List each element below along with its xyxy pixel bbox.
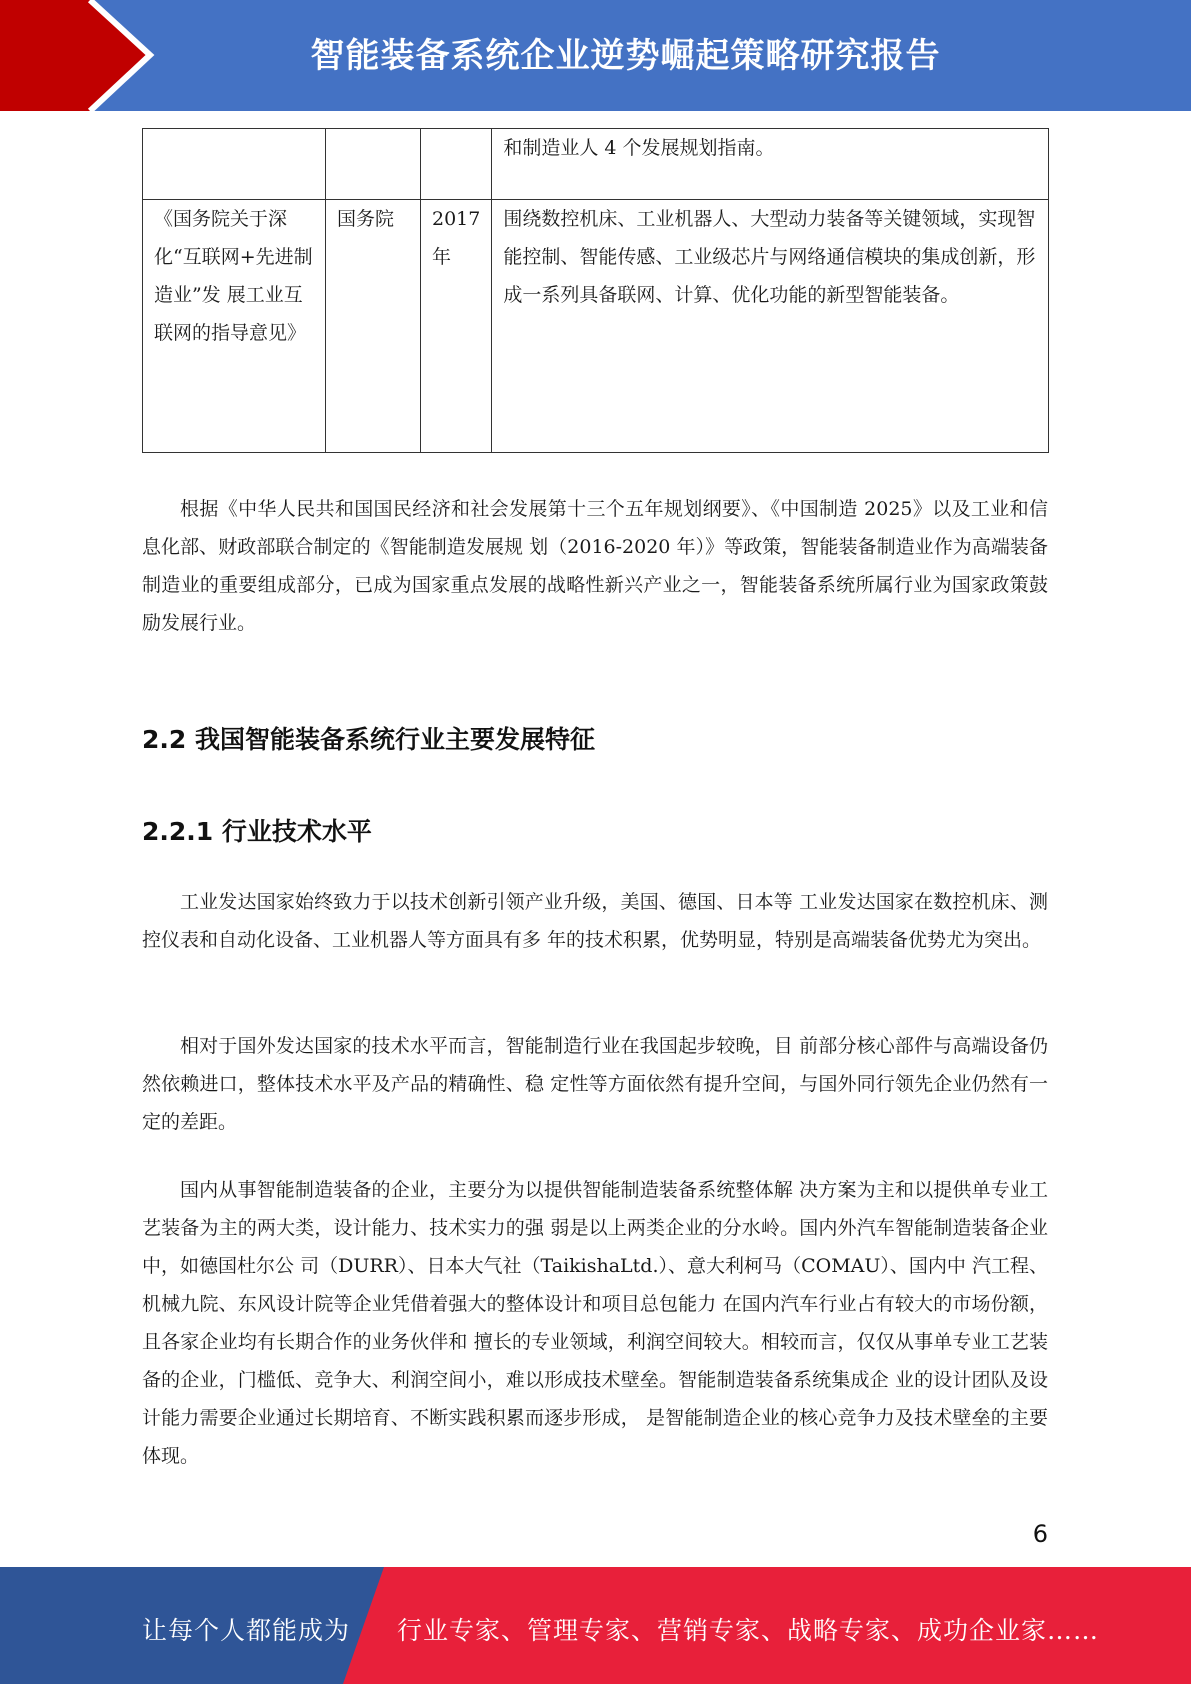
subsection-heading: 2.2.1 行业技术水平 <box>142 817 372 846</box>
body-paragraph: 根据《中华人民共和国国民经济和社会发展第十三个五年规划纲要》、《中国制造 2025》以及工业和信息化部、财政部联合制定的《智能制造发展规 划（2016-2020 年）》等政策，智能装备制造业作为高端装备制造业的重要组成部分，已成为国家重点发展的战略性新兴产业之一，智能装备系统所属行业为国家政策鼓励发展行业。 <box>142 498 1048 634</box>
table-cell-title <box>143 129 326 200</box>
body-paragraph: 工业发达国家始终致力于以技术创新引领产业升级，美国、德国、日本等 工业发达国家在数控机床、测控仪表和自动化设备、工业机器人等方面具有多 年的技术积累，优势明显，特别是高端装备优势尤为突出。 <box>142 891 1048 951</box>
page-number: 6 <box>1032 1520 1048 1548</box>
page-footer <box>0 1567 1191 1684</box>
table-cell-content: 围绕数控机床、工业机器人、大型动力装备等关键领域，实现智能控制、智能传感、工业级芯片与网络通信模块的集成创新，形成一系列具备联网、计算、优化功能的新型智能装备。 <box>492 200 1049 453</box>
report-title: 智能装备系统企业逆势崛起策略研究报告 <box>310 36 941 76</box>
subsection-heading-wrap <box>142 812 1048 848</box>
section-heading-wrap <box>142 720 1048 756</box>
table-cell-content: 和制造业人 4 个发展规划指南。 <box>492 129 1049 200</box>
body-paragraph-2-wrap <box>142 883 1048 959</box>
body-paragraph-3-wrap <box>142 1027 1048 1141</box>
section-heading: 2.2 我国智能装备系统行业主要发展特征 <box>142 725 595 754</box>
table-cell-issuer: 国务院 <box>326 200 421 453</box>
policy-table <box>142 128 1049 453</box>
page-header <box>0 0 1191 111</box>
table-cell-year <box>421 129 492 200</box>
body-paragraph: 相对于国外发达国家的技术水平而言，智能制造行业在我国起步较晚，目 前部分核心部件与高端设备仍然依赖进口，整体技术水平及产品的精确性、稳 定性等方面依然有提升空间，与国外同行领先企业仍然有一定的差距。 <box>142 1035 1048 1133</box>
body-paragraph: 国内从事智能制造装备的企业，主要分为以提供智能制造装备系统整体解 决方案为主和以提供单专业工艺装备为主的两大类，设计能力、技术实力的强 弱是以上两类企业的分水岭。国内外汽车智能制造装备企业中，如德国杜尔公 司（DURR）、日本大气社（TaikishaLtd.）、意大利柯马（COMAU）、国内中 汽工程、机械九院、东风设计院等企业凭借着强大的整体设计和项目总包能力 在国内汽车行业占有较大的市场份额，且各家企业均有长期合作的业务伙伴和 擅长的专业领域，利润空间较大。相较而言，仅仅从事单专业工艺装备的企业，门槛低、竞争大、利润空间小，难以形成技术壁垒。智能制造装备系统集成企 业的设计团队及设计能力需要企业通过长期培育、不断实践积累而逐步形成， 是智能制造企业的核心竞争力及技术壁垒的主要体现。 <box>142 1179 1048 1467</box>
body-paragraph-1-wrap <box>142 490 1048 642</box>
table-cell-title: 《国务院关于深化“互联网+先进制造业”发 展工业互联网的指导意见》 <box>143 200 326 453</box>
table-cell-issuer <box>326 129 421 200</box>
footer-slogan-right: 行业专家、管理专家、营销专家、战略专家、成功企业家…… <box>397 1616 1100 1645</box>
body-paragraph-4-wrap <box>142 1171 1048 1475</box>
table-row <box>143 129 1049 200</box>
table-row <box>143 200 1049 453</box>
table-cell-year: 2017 年 <box>421 200 492 453</box>
footer-slogan-left: 让每个人都能成为 <box>142 1616 351 1645</box>
